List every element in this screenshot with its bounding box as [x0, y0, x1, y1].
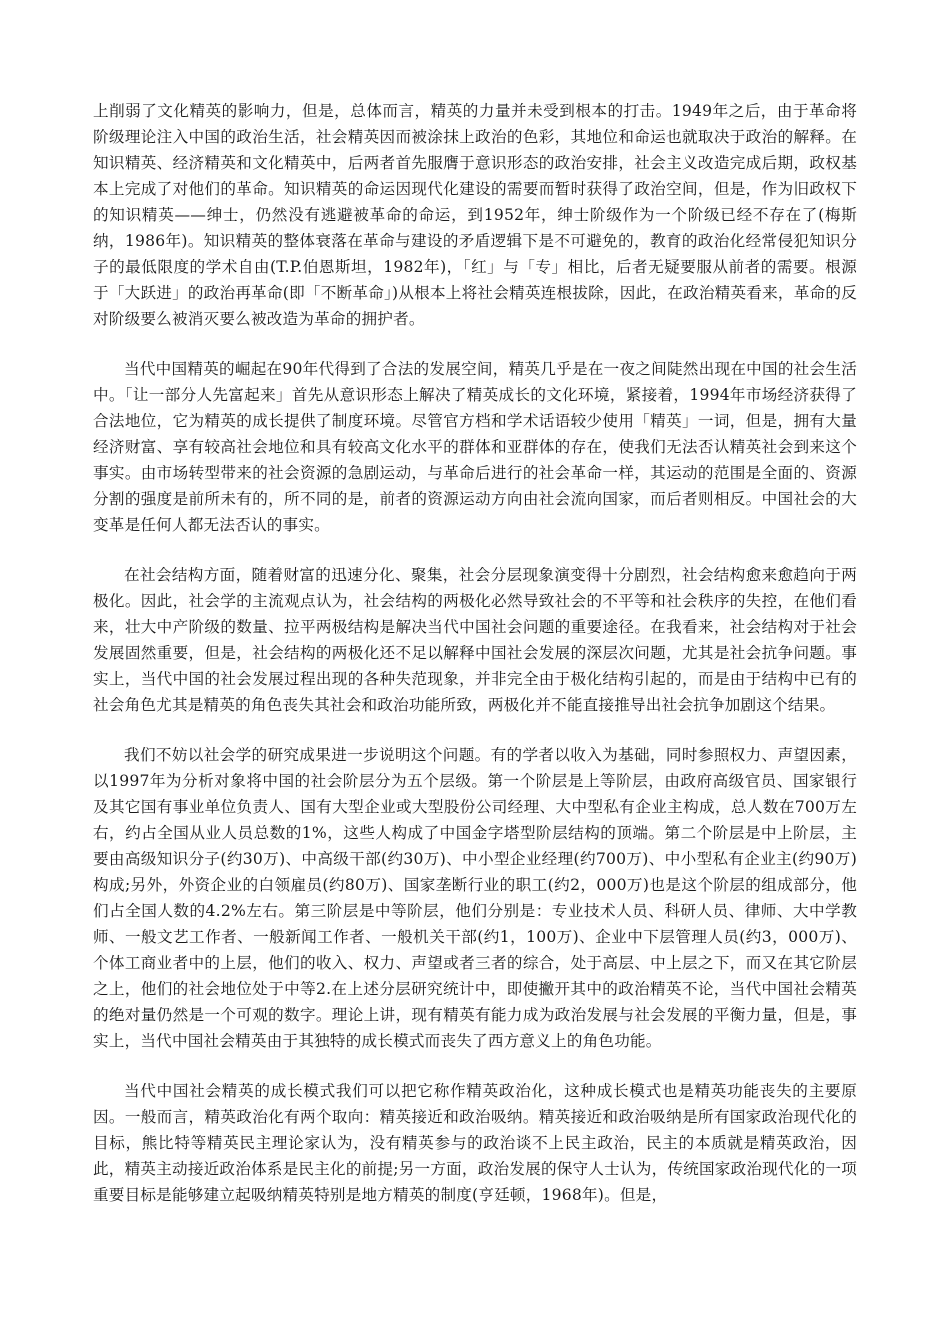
- paragraph-2: 当代中国精英的崛起在90年代得到了合法的发展空间，精英几乎是在一夜之间陡然出现在中国的社会生活中。「让一部分人先富起来」首先从意识形态上解决了精英成长的文化环境，紧接着，1994年市场经济获得了合法地位，它为精英的成长提供了制度环境。尽管官方档和学术话语较少使用「精英」一词，但是，拥有大量经济财富、享有较高社会地位和具有较高文化水平的群体和亚群体的存在，使我们无法否认精英社会到来这个事实。由市场转型带来的社会资源的急剧运动，与革命后进行的社会革命一样，其运动的范围是全面的、资源分割的强度是前所未有的，所不同的是，前者的资源运动方向由社会流向国家，而后者则相反。中国社会的大变革是任何人都无法否认的事实。: [93, 360, 857, 534]
- paragraph-4: 我们不妨以社会学的研究成果进一步说明这个问题。有的学者以收入为基础，同时参照权力、声望因素，以1997年为分析对象将中国的社会阶层分为五个层级。第一个阶层是上等阶层，由政府高级官员、国家银行及其它国有事业单位负责人、国有大型企业或大型股份公司经理、大中型私有企业主构成，总人数在700万左右，约占全国从业人员总数的1%，这些人构成了中国金字塔型阶层结构的顶端。第二个阶层是中上阶层，主要由高级知识分子(约30万)、中高级干部(约30万)、中小型企业经理(约700万)、中小型私有企业主(约90万)构成;另外，外资企业的白领雇员(约80万)、国家垄断行业的职工(约2，000万)也是这个阶层的组成部分，他们占全国人数的4.2%左右。第三阶层是中等阶层，他们分别是：专业技术人员、科研人员、律师、大中学教师、一般文艺工作者、一般新闻工作者、一般机关干部(约1，100万)、企业中下层管理人员(约3，000万)、个体工商业者中的上层，他们的收入、权力、声望或者三者的综合，处于高层、中上层之下，而又在其它阶层之上，他们的社会地位处于中等2.在上述分层研究统计中，即使撇开其中的政治精英不论，当代中国社会精英的绝对量仍然是一个可观的数字。理论上讲，现有精英有能力成为政治发展与社会发展的平衡力量，但是，事实上，当代中国社会精英由于其独特的成长模式而丧失了西方意义上的角色功能。: [93, 746, 857, 1050]
- paragraph-5: 当代中国社会精英的成长模式我们可以把它称作精英政治化，这种成长模式也是精英功能丧失的主要原因。一般而言，精英政治化有两个取向：精英接近和政治吸纳。精英接近和政治吸纳是所有国家政治现代化的目标，熊比特等精英民主理论家认为，没有精英参与的政治谈不上民主政治，民主的本质就是精英政治，因此，精英主动接近政治体系是民主化的前提;另一方面，政治发展的保守人士认为，传统国家政治现代化的一项重要目标是能够建立起吸纳精英特别是地方精英的制度(亨廷顿，1968年)。但是，: [93, 1082, 857, 1204]
- paragraph-3: 在社会结构方面，随着财富的迅速分化、聚集，社会分层现象演变得十分剧烈，社会结构愈来愈趋向于两极化。因此，社会学的主流观点认为，社会结构的两极化必然导致社会的不平等和社会秩序的失控，在他们看来，壮大中产阶级的数量、拉平两极结构是解决当代中国社会问题的重要途径。在我看来，社会结构对于社会发展固然重要，但是，社会结构的两极化还不足以解释中国社会发展的深层次问题，尤其是社会抗争问题。事实上，当代中国的社会发展过程出现的各种失范现象，并非完全由于极化结构引起的，而是由于结构中已有的社会角色尤其是精英的角色丧失其社会和政治功能所致，两极化并不能直接推导出社会抗争加剧这个结果。: [93, 566, 857, 714]
- document-page: [93, 98, 857, 1208]
- paragraph-1: 上削弱了文化精英的影响力，但是，总体而言，精英的力量并未受到根本的打击。1949年之后，由于革命将阶级理论注入中国的政治生活，社会精英因而被涂抹上政治的色彩，其地位和命运也就取决于政治的解释。在知识精英、经济精英和文化精英中，后两者首先服膺于意识形态的政治安排，社会主义改造完成后期，政权基本上完成了对他们的革命。知识精英的命运因现代化建设的需要而暂时获得了政治空间，但是，作为旧政权下的知识精英——绅士，仍然没有逃避被革命的命运，到1952年，绅士阶级作为一个阶级已经不存在了(梅斯纳，1986年)。知识精英的整体衰落在革命与建设的矛盾逻辑下是不可避免的，教育的政治化经常侵犯知识分子的最低限度的学术自由(T.P.伯恩斯坦，1982年)，「红」与「专」相比，后者无疑要服从前者的需要。根源于「大跃进」的政治再革命(即「不断革命」)从根本上将社会精英连根拔除，因此，在政治精英看来，革命的反对阶级要么被消灭要么被改造为革命的拥护者。: [93, 102, 857, 328]
